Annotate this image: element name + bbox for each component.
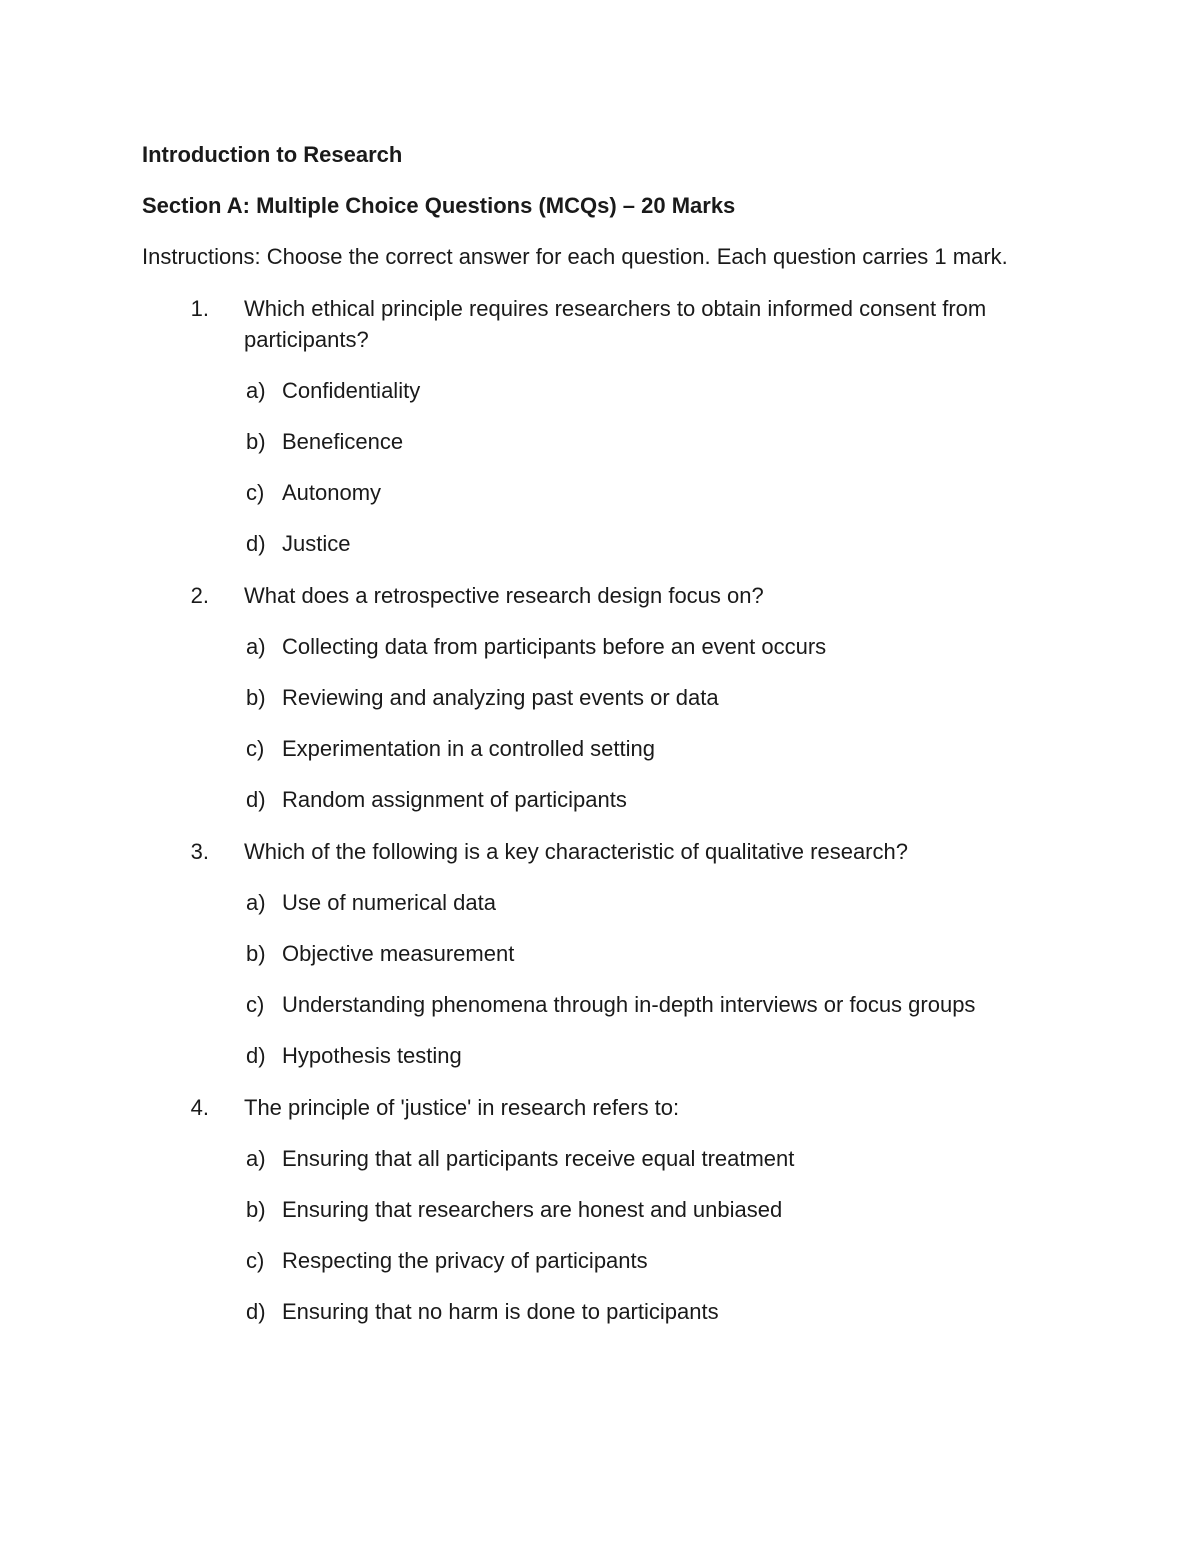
option-text: Hypothesis testing bbox=[282, 1043, 462, 1068]
option-b bbox=[142, 1194, 1042, 1225]
option-b bbox=[142, 426, 1042, 457]
question-text: Which ethical principle requires researchers to obtain informed consent from participants? bbox=[244, 296, 987, 352]
option-letter: c) bbox=[246, 736, 265, 761]
question-text: Which of the following is a key characteristic of qualitative research? bbox=[244, 839, 908, 864]
question-2 bbox=[142, 580, 1042, 815]
option-text: Understanding phenomena through in-depth interviews or focus groups bbox=[282, 992, 976, 1017]
option-letter: c) bbox=[246, 992, 265, 1017]
options-list bbox=[142, 887, 1042, 1071]
option-d bbox=[142, 1296, 1042, 1327]
document-page bbox=[142, 140, 1042, 1327]
option-letter: a) bbox=[246, 890, 266, 915]
option-c bbox=[142, 733, 1042, 764]
document-title: Introduction to Research bbox=[142, 142, 403, 167]
option-letter: b) bbox=[246, 1197, 266, 1222]
option-d bbox=[142, 784, 1042, 815]
question-number: 2. bbox=[190, 583, 209, 608]
option-text: Justice bbox=[282, 531, 351, 556]
option-text: Ensuring that all participants receive equal treatment bbox=[282, 1146, 795, 1171]
option-a bbox=[142, 887, 1042, 918]
option-text: Confidentiality bbox=[282, 378, 421, 403]
question-text: What does a retrospective research design focus on? bbox=[244, 583, 764, 608]
question-4 bbox=[142, 1092, 1042, 1327]
instructions: Instructions: Choose the correct answer for each question. Each question carries 1 mark. bbox=[142, 244, 1008, 269]
question-number: 1. bbox=[190, 296, 209, 321]
option-text: Ensuring that no harm is done to participants bbox=[282, 1299, 719, 1324]
option-c bbox=[142, 989, 1042, 1020]
question-number: 3. bbox=[190, 839, 209, 864]
option-a bbox=[142, 631, 1042, 662]
section-heading: Section A: Multiple Choice Questions (MCQs) – 20 Marks bbox=[142, 193, 736, 218]
option-d bbox=[142, 528, 1042, 559]
question-3 bbox=[142, 836, 1042, 1071]
option-letter: b) bbox=[246, 685, 266, 710]
option-letter: a) bbox=[246, 1146, 266, 1171]
options-list bbox=[142, 1143, 1042, 1327]
option-c bbox=[142, 477, 1042, 508]
option-letter: d) bbox=[246, 1043, 266, 1068]
option-letter: c) bbox=[246, 480, 265, 505]
option-letter: a) bbox=[246, 378, 266, 403]
option-b bbox=[142, 682, 1042, 713]
question-1 bbox=[142, 293, 1042, 559]
option-text: Random assignment of participants bbox=[282, 787, 627, 812]
option-letter: a) bbox=[246, 634, 266, 659]
question-number: 4. bbox=[190, 1095, 209, 1120]
option-a bbox=[142, 1143, 1042, 1174]
option-text: Ensuring that researchers are honest and unbiased bbox=[282, 1197, 783, 1222]
options-list bbox=[142, 375, 1042, 559]
option-text: Experimentation in a controlled setting bbox=[282, 736, 655, 761]
option-c bbox=[142, 1245, 1042, 1276]
option-b bbox=[142, 938, 1042, 969]
option-letter: d) bbox=[246, 531, 266, 556]
option-letter: b) bbox=[246, 429, 266, 454]
options-list bbox=[142, 631, 1042, 815]
option-letter: b) bbox=[246, 941, 266, 966]
option-text: Reviewing and analyzing past events or data bbox=[282, 685, 719, 710]
option-letter: d) bbox=[246, 787, 266, 812]
option-text: Use of numerical data bbox=[282, 890, 496, 915]
option-d bbox=[142, 1040, 1042, 1071]
option-text: Autonomy bbox=[282, 480, 382, 505]
option-text: Collecting data from participants before an event occurs bbox=[282, 634, 827, 659]
option-a bbox=[142, 375, 1042, 406]
option-text: Respecting the privacy of participants bbox=[282, 1248, 648, 1273]
question-text: The principle of 'justice' in research refers to: bbox=[244, 1095, 680, 1120]
option-letter: c) bbox=[246, 1248, 265, 1273]
option-letter: d) bbox=[246, 1299, 266, 1324]
option-text: Objective measurement bbox=[282, 941, 515, 966]
option-text: Beneficence bbox=[282, 429, 404, 454]
